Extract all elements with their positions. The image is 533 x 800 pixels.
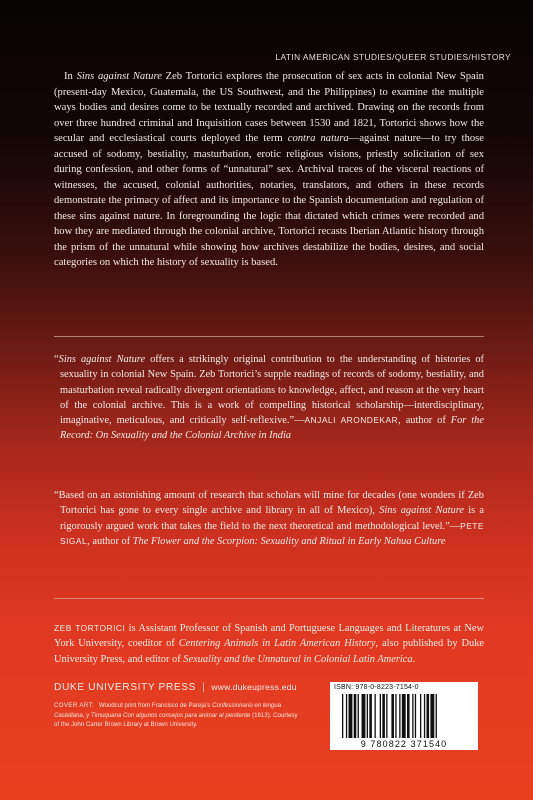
publisher-separator: | xyxy=(202,682,206,693)
quote2-body1: “Based on an astonishing amount of research that scholars will mine for decades (one wonders if Zeb Tortorici has gone to every single archive and library in all of Mexico), xyxy=(54,490,484,517)
quote1-title: Sins against Nature xyxy=(58,354,146,365)
bio-text3: . xyxy=(412,653,416,665)
credit-label: COVER ART: xyxy=(54,702,95,709)
barcode-icon xyxy=(342,694,466,738)
barcode-digits: 9 780822 371540 xyxy=(360,739,448,749)
credit-text1: Woodcut print from Francisco de Pareja’s xyxy=(97,702,213,709)
bio-text1: is Assistant Professor of Spanish and Portuguese Languages and Literatures at New York University, coeditor of xyxy=(54,623,484,650)
cover-art-credit xyxy=(54,701,304,730)
quote2-body2: is a rigorously argued work that takes the field to the next theoretical and methodological level.”— xyxy=(60,505,484,532)
publisher-name: DUKE UNIVERSITY PRESS xyxy=(54,682,197,693)
quote1-open: “ xyxy=(54,354,59,365)
desc-part1: In xyxy=(64,71,77,82)
quote2-book: The Flower and the Scorpion: Sexuality and Ritual in Early Nahua Culture xyxy=(132,535,446,547)
book-description xyxy=(54,69,484,271)
credit-text2: (1613). Courtesy of the John Carter Brown Library at Brown University. xyxy=(54,711,298,728)
quote1-author-suffix: , author of xyxy=(398,415,451,427)
category-label: LATIN AMERICAN STUDIES/QUEER STUDIES/HISTORY xyxy=(275,52,511,62)
desc-term: contra natura xyxy=(287,133,349,144)
desc-part3: —against nature—to try those accused of sodomy, bestiality, masturbation, erotic religious visions, priestly solicitation of sex during confession, and other forms of “unnatural” sex. Archival traces of the visceral reactions of witnesses, the accused, colonial authorities, notaries, translators, and others in these records demonstrate the primacy of affect and its importance to the Spanish documentation and regulation of these sins against nature. In foregrounding the logic that dictated which crimes were recorded and how they are mediated through the colonial archive, Tortorici recasts Iberian Atlantic history through the prism of the unnatural while showing how archives destabilize the bodies, desires, and social categories on which the history of sexuality is based. xyxy=(54,133,484,268)
quote1-body: offers a strikingly original contribution to the understanding of histories of sexuality in colonial New Spain. Zeb Tortorici’s supple readings of records of sodomy, bestiality, and masturbation reveal radically divergent orientations to knowledge, affect, and reason at the very heart of the colonial archive. This is a work of compelling historical scholarship—interdisciplinary, imaginative, meticulous, and critically self-reflexive.”— xyxy=(60,354,485,427)
author-bio xyxy=(54,621,484,667)
quote2-author-suffix: , author of xyxy=(87,535,133,547)
barcode-box xyxy=(330,682,478,750)
publisher-line xyxy=(54,682,297,693)
quote2-author: PETE SIGAL xyxy=(60,520,484,546)
quote2-title: Sins against Nature xyxy=(379,505,465,517)
publisher-url: www.dukeupress.edu xyxy=(211,682,297,692)
bio-text2: , also published by Duke University Press, and editor of xyxy=(54,638,485,665)
endorsement-sigal xyxy=(54,488,484,549)
bio-name: ZEB TORTORICI xyxy=(54,623,126,633)
bio-book1: Centering Animals in Latin American History xyxy=(178,638,376,650)
divider-bottom xyxy=(54,598,484,599)
desc-book-title: Sins against Nature xyxy=(76,71,162,82)
bio-book2: Sexuality and the Unnatural in Colonial Latin America xyxy=(183,653,413,665)
endorsement-arondekar xyxy=(54,352,484,444)
isbn-label: ISBN: 978-0-8223-7154-0 xyxy=(334,684,419,691)
quote1-author: ANJALI ARONDEKAR xyxy=(304,415,399,426)
desc-part2: Zeb Tortorici explores the prosecution of sex acts in colonial New Spain (present-day Mexico, Guatemala, the US Southwest, and the Philippines) to examine the multiple ways bodies and desires come to be textually recorded and archived. Drawing on the records from over three hundred criminal and Inquisition cases between 1530 and 1821, Tortorici shows how the secular and ecclesiastical courts deployed the term xyxy=(54,71,484,144)
divider-top xyxy=(54,336,484,337)
credit-book: Confessionario en lengua Castellana, y Timuquana Con algunos consejos para animar al penitente xyxy=(54,702,282,719)
quote1-book: For the Record: On Sexuality and the Colonial Archive in India xyxy=(60,415,484,442)
